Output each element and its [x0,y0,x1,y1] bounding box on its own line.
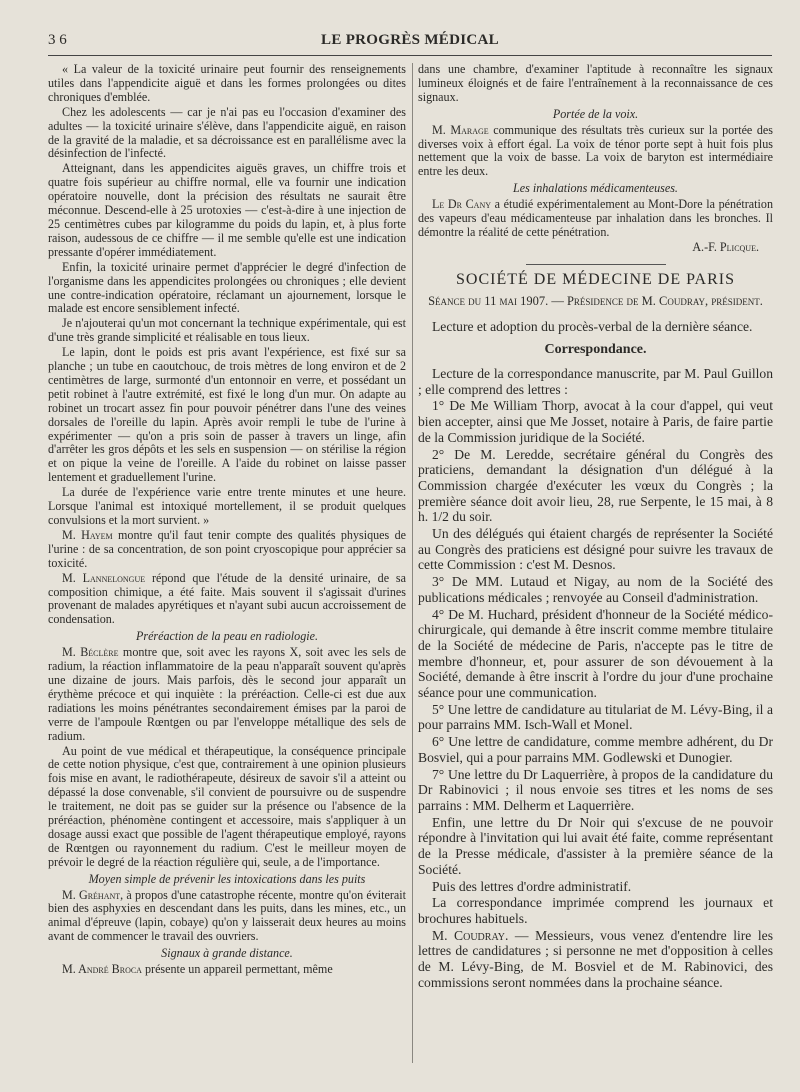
paragraph-text: montre qu'il faut tenir compte des qualités physiques de l'urine : de sa concentration, de son point cryoscopique pour apprécier sa toxicité. [48,527,407,570]
paragraph: Le lapin, dont le poids est pris avant l'expérience, est fixé sur sa planche ; un tube en caoutchouc, de trois mètres de long environ et de 2 centimètres de large, surmonté d'un entonnoir en verre, et possédant un petit robinet à l'autre extrémité, est fixé le long d'un mur. On adapte au robinet un trocart assez fin pour pouvoir pénétrer dans l'une des veines dorsales de l'oreille du lapin. Après avoir rempli le tube de l'urine à expérimenter — qu'on a pris soin de passer à travers un linge, afin d'arrêter les gros dépôts et les sels en suspension — on stérilise la région et on pique la veine de l'oreille. A l'aide du robinet on laisse passer lentement et graduellement l'urine. [48,345,406,485]
column-divider [412,63,413,1063]
speaker-name: M. Lannelongue [62,570,146,585]
speaker-name: M. Hayem [62,527,113,542]
speaker-name: M. Marage [432,122,489,137]
paragraph: Au point de vue médical et thérapeutique, la conséquence principale de cette notion physique, c'est que, contrairement à une opinion plusieurs fois mise en avant, le radiothérapeute, désireux de savoir s'il a atteint ou dépassé la dose convenable, s'il convient de poursuivre ou de suspendre le traitement, ne doit pas se guider sur la présence ou l'absence de la préréaction, phénomène contingent et accessoire, mais s'appliquer à un dosage aussi exact que possible de l'agent thérapeutique employé, rayons de Rœntgen ou rayonnement du radium. C'est le meilleur moyen de prévoir le degré de la réaction régulière qui, seule, a de l'importance. [48,743,406,869]
paragraph [48,572,406,628]
paragraph [48,529,406,571]
subheading: Moyen simple de prévenir les intoxications dans les puits [88,871,366,886]
author-signature: A.-F. Plicque. [692,239,759,254]
subheading: Les inhalations médicamenteuses. [513,181,678,196]
paragraph: 3° De MM. Lutaud et Nigay, au nom de la Société des publications médicales ; renvoyée au Conseil d'administration. [418,574,773,605]
subheading: Portée de la voix. [552,106,639,121]
paragraph-text: , à propos d'une catastrophe récente, montre qu'on éviterait bien des asphyxies en descendant dans les puits, dans les mines, etc., un animal d'épreuve (lapin, cobaye) qu'on y laisserait deux heures au moins avant de commencer le travail des ouvriers. [48,887,406,944]
paragraph: 5° Une lettre de candidature au titulariat de M. Lévy-Bing, il a pour parrains MM. Isch-Wall et Monel. [418,701,773,733]
paragraph-text: — Messieurs, vous venez d'entendre lire les lettres de candidatures ; si personne ne met d'opposition à celles de M. Lévy-Bing, de M. Bosviel et de M. Rabinovici, des commissions seront nommées dans la prochaine séance. [418,927,773,990]
society-minutes [418,319,773,991]
paragraph: Un des délégués qui étaient chargés de représenter la Société au Congrès des praticiens est désigné pour suivre les travaux de cette Commission : c'est M. Desnos. [418,526,773,573]
paragraph [418,124,773,180]
paragraph [48,963,406,977]
paragraph: 4° De M. Huchard, président d'honneur de la Société médico-chirurgicale, qui demande à être inscrit comme membre titulaire de la Société de médecine de Paris, n'accepte pas le titre de membre d'honneur, et, pour assurer de son dévouement à la Société, demande à être inscrit à l'ordre du jour d'une prochaine séance pour une communication. [418,606,773,701]
paragraph-text: montre que, soit avec les rayons X, soit avec les sels de radium, la réaction inflammatoire de la peau n'apparaît souvent qu'après une dizaine de jours. Mais parfois, dès le second jour apparaît un érythème précoce et qui inquiète : la préréaction. Celle-ci est due aux radiations les moins pénétrantes secondairement émises par la paroi de verre de l'ampoule Rœntgen ou par l'enveloppe métallique des sels de radium. [48,645,406,743]
paragraph [418,928,773,991]
paragraph: La durée de l'expérience varie entre trente minutes et une heure. Lorsque l'animal est intoxiqué mortellement, il se produit quelques convulsions et la mort survient. » [48,485,406,527]
speaker-name: M. André Broca [62,962,142,977]
paragraph: « La valeur de la toxicité urinaire peut fournir des renseignements utiles dans l'appendicite aiguë et dans les formes prolongées ou dites chroniques d'emblée. [48,62,406,104]
paragraph: 1° De Me William Thorp, avocat à la cour d'appel, qui veut bien accepter, ainsi que Me Josset, notaire à Paris, de faire partie de la Commission juridique de la Société. [418,398,773,445]
session-info: Séance du 11 mai 1907. — Présidence de M. Coudray, président. [428,293,763,308]
speaker-name: Le Dr Cany [432,197,492,212]
section-separator [526,264,666,265]
paragraph: 6° Une lettre de candidature, comme membre adhérent, du Dr Bosviel, qui a pour parrains MM. Godlewski et Dunogier. [418,734,773,765]
paragraph: Puis des lettres d'ordre administratif. [432,878,632,894]
paragraph: Enfin, une lettre du Dr Noir qui s'excuse de ne pouvoir répondre à l'invitation qui lui avait été faite, comme représentant de la Presse médicale, d'assister à la première séance de la Société. [418,814,773,877]
paragraph-text: présente un appareil permettant, même [141,962,333,977]
paragraph-text: répond que l'étude de la densité urinaire, de sa composition chimique, a été faite. Mais souvent il s'agissait d'urines provenant de malades apyrétiques et n'ayant subi aucun accroissement de condensation. [48,570,406,627]
paragraph: 2° De M. Leredde, secrétaire général du Congrès des praticiens, demandant la désignation d'un délégué à la Commission chargée d'exécuter les vœux du Congrès ; la première séance doit avoir lieu, 28, rue Serpente, le 15 mai, à 8 h. 1/2 du soir. [418,446,773,525]
paragraph: Chez les adolescents — car je n'ai pas eu l'occasion d'examiner des adultes — la toxicité urinaire s'élève, dans l'appendicite aiguë, en raison de la gravité de la maladie, et sa décroissance est en parallélisme avec la désinfection de l'infecté. [48,104,406,161]
paragraph: La correspondance imprimée comprend les journaux et brochures habituels. [418,895,773,926]
page-number: 3 6 [48,32,67,48]
paragraph: Je n'ajouterai qu'un mot concernant la technique expérimentale, qui est d'une très grande simplicité et réalisable en tous lieux. [48,316,406,345]
speaker-name: M. Coudray. [432,927,509,943]
paragraph-text: a étudié expérimentalement au Mont-Dore la pénétration des vapeurs d'eau médicamenteuse par inhalation dans les bronches. Il démontre la réalité de cette pénétration. [418,197,773,239]
subheading: Signaux à grande distance. [161,946,293,961]
paragraph: Enfin, la toxicité urinaire permet d'apprécier le degré d'infection de l'organisme dans les appendicites prolongées ou chroniques ; elle devient une contre-indication opératoire, réclamant un ajournement, lorsque le malade est encore sensiblement infecté. [48,259,406,316]
left-column [48,63,406,978]
paragraph [48,889,406,945]
paragraph: 7° Une lettre du Dr Laquerrière, à propos de la candidature du Dr Rabinovici ; il nous envoie ses titres et les noms de ses parrains : MM. Delherm et Laquerrière. [418,766,773,813]
paragraph: dans une chambre, d'examiner l'aptitude à reconnaître les signaux lumineux éloignés et de faire l'entraînement à la reconnaissance de ces signaux. [418,62,773,104]
right-column [418,63,773,991]
paragraph: Atteignant, dans les appendicites aiguës graves, un chiffre trois et quatre fois supérieur au chiffre normal, elle va fournir une indication opératoire nouvelle, dont la précision des résultats ne saurait être méconnue. Descend-elle à 25 urotoxies — c'est-à-dire à une injection de 25 centimètres cubes par kilogramme du poids du lapin, et, à plus forte raison, audessous de ce chiffre — il me semble qu'elle est une indication pressante d'opérer immédiatement. [48,161,406,259]
paragraph-text: communique des résultats très curieux sur la portée des diverses voix à effort égal. La voix de ténor porte sept à huit fois plus nettement que la voix de basse. La voix de baryton est intermédiaire entre les deux. [418,122,773,179]
speaker-name: M. Gréhant [62,887,121,902]
correspondence-heading: Correspondance. [544,342,647,358]
speaker-name: M. Béclère [62,645,119,660]
paragraph: Lecture de la correspondance manuscrite, par M. Paul Guillon ; elle comprend des lettres : [418,366,773,397]
journal-title: LE PROGRÈS MÉDICAL [321,32,499,48]
header-rule [48,55,772,56]
subheading: Préréaction de la peau en radiologie. [135,629,319,644]
paragraph [418,198,773,240]
page-header [48,30,772,54]
paragraph [48,646,406,743]
section-title: SOCIÉTÉ DE MÉDECINE DE PARIS [456,270,735,288]
paragraph: Lecture et adoption du procès-verbal de la dernière séance. [432,318,753,334]
